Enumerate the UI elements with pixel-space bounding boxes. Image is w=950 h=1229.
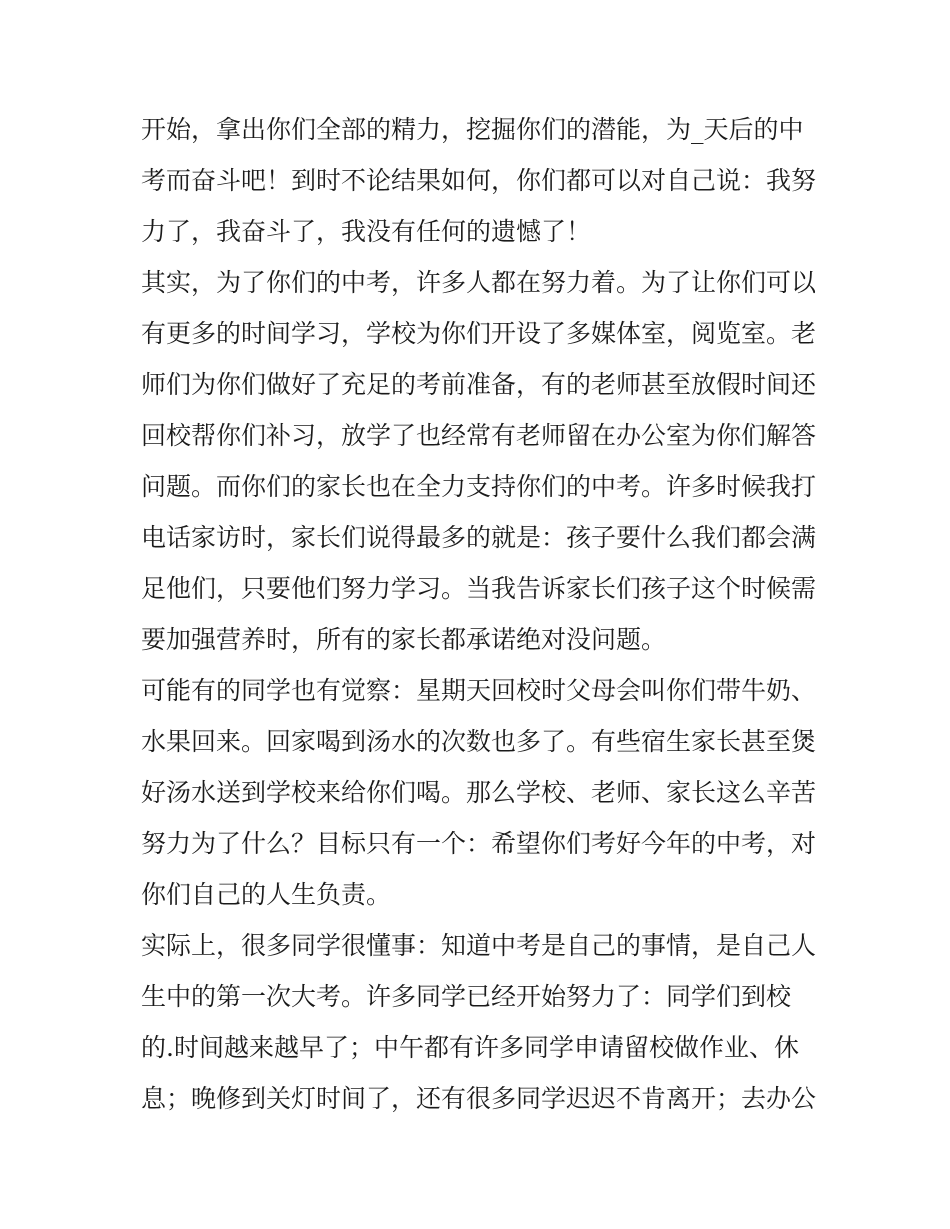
text-line: 息；晚修到关灯时间了，还有很多同学迟迟不肯离开；去办公 (141, 1084, 817, 1113)
text-line: 足他们，只要他们努力学习。当我告诉家长们孩子这个时候需 (141, 574, 817, 603)
text-line: 努力为了什么？目标只有一个：希望你们考好今年的中考，对 (141, 829, 817, 858)
text-line: 可能有的同学也有觉察：星期天回校时父母会叫你们带牛奶、 (141, 676, 817, 705)
text-line: 其实，为了你们的中考，许多人都在努力着。为了让你们可以 (141, 268, 817, 297)
text-line: 水果回来。回家喝到汤水的次数也多了。有些宿生家长甚至煲 (141, 727, 817, 756)
text-line: 考而奋斗吧！到时不论结果如何，你们都可以对自己说：我努 (141, 166, 817, 195)
text-line: 回校帮你们补习，放学了也经常有老师留在办公室为你们解答 (141, 421, 817, 450)
text-line: 问题。而你们的家长也在全力支持你们的中考。许多时候我打 (141, 472, 817, 501)
text-line: 有更多的时间学习，学校为你们开设了多媒体室，阅览室。老 (141, 319, 817, 348)
text-line: 的.时间越来越早了；中午都有许多同学申请留校做作业、休 (141, 1033, 799, 1062)
text-line: 生中的第一次大考。许多同学已经开始努力了：同学们到校 (141, 982, 792, 1011)
text-line: 要加强营养时，所有的家长都承诺绝对没问题。 (141, 625, 667, 654)
text-line: 师们为你们做好了充足的考前准备，有的老师甚至放假时间还 (141, 370, 817, 399)
text-line: 电话家访时，家长们说得最多的就是：孩子要什么我们都会满 (141, 523, 817, 552)
text-line: 你们自己的人生负责。 (141, 880, 392, 909)
text-line: 实际上，很多同学很懂事：知道中考是自己的事情，是自己人 (141, 931, 817, 960)
text-line: 好汤水送到学校来给你们喝。那么学校、老师、家长这么辛苦 (141, 778, 817, 807)
text-line: 力了，我奋斗了，我没有任何的遗憾了！ (141, 217, 592, 246)
body-text (141, 104, 821, 1124)
text-line: 开始，拿出你们全部的精力，挖掘你们的潜能，为_天后的中 (141, 115, 804, 144)
